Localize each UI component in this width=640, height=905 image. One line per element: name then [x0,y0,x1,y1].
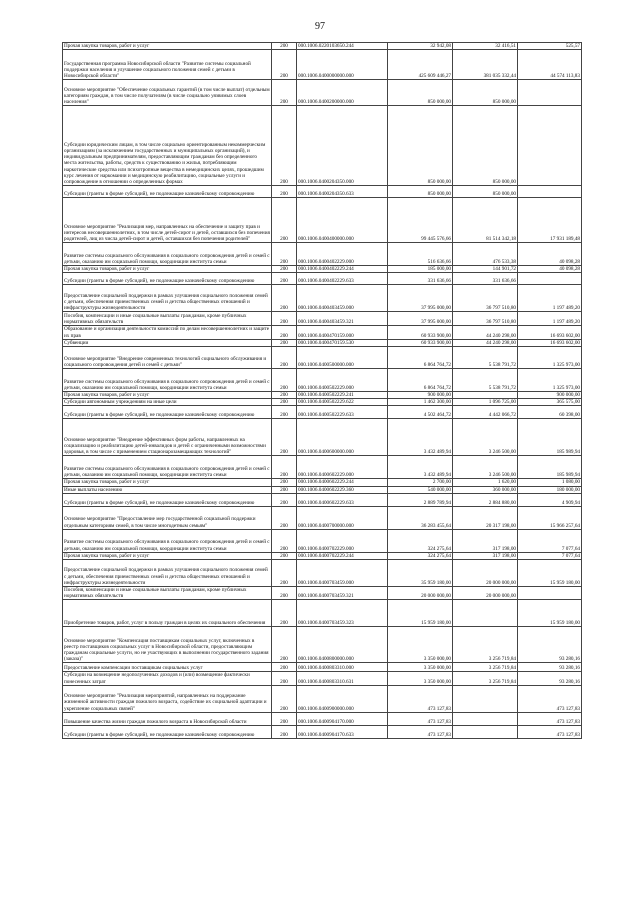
row-executed-cell: 360 000,00 [453,486,518,493]
table-row [63,266,582,273]
row-name-cell: Субвенции [63,339,272,346]
table-row [63,339,582,346]
row-name-cell: Приобретение товаров, работ, услуг в пользу граждан в целях их социального обеспечения [63,600,272,627]
row-assigned-cell: 900 000,00 [388,392,453,399]
row-assigned-cell: 425 609 446,27 [388,50,453,80]
row-assigned-cell: 540 000,00 [388,486,453,493]
row-kbk-cell: 000.1006.0400502229.622 [297,399,388,406]
table-row [63,663,582,672]
row-kbk-cell: 000.1006.0400204350.000 [297,106,388,186]
row-kbk-cell: 000.1006.0400702229.000 [297,529,388,552]
row-name-cell: Основное мероприятие "Реализация мер, направленных на обеспечение и защиту прав и интересов несовершеннолетних, в том числе детей-сирот и детей, оставшихся без попечения родителей, лиц из числа детей-сирот и детей, оставшихся без попечения родителей" [63,198,272,243]
table-row [63,392,582,399]
row-code-cell: 200 [272,712,297,725]
row-executed-cell: 381 035 332,44 [453,50,518,80]
row-executed-cell: 476 533,38 [453,243,518,266]
row-executed-cell: 81 514 342,18 [453,198,518,243]
row-code-cell: 200 [272,419,297,456]
row-unexecuted-cell: 1 325 973,00 [518,347,582,369]
row-code-cell: 200 [272,43,297,50]
row-code-cell: 200 [272,339,297,346]
row-kbk-cell: 000.1006.0400600000.000 [297,419,388,456]
row-kbk-cell: 000.1006.0400403459.000 [297,285,388,312]
row-name-cell: Предоставление компенсации поставщикам социальных услуг [63,663,272,672]
table-row [63,243,582,266]
row-executed-cell: 331 636,66 [453,273,518,285]
row-name-cell: Образование и организация деятельности комиссий по делам несовершеннолетних и защите их прав [63,326,272,339]
row-name-cell: Субсидии (гранты в форме субсидий), не подлежащие казначейскому сопровождению [63,406,272,419]
row-name-cell: Развитие системы социального обслуживания в социального сопровождения детей и семей с детьми, оказанию им социальной помощи, координации института семьи [63,369,272,392]
row-unexecuted-cell: 15 959 180,00 [518,600,582,627]
row-kbk-cell: 000.1006.0400200000.000 [297,80,388,106]
row-assigned-cell: 473 127,83 [388,712,453,725]
row-assigned-cell: 20 000 000,00 [388,587,453,600]
table-row [63,529,582,552]
row-unexecuted-cell: 180 000,00 [518,486,582,493]
table-row [63,106,582,186]
row-executed-cell: 5 538 791,72 [453,347,518,369]
row-executed-cell: 3 256 719,84 [453,627,518,663]
table-row [63,672,582,685]
row-executed-cell: 144 901,72 [453,266,518,273]
row-kbk-cell: 000.1006.0400803310.631 [297,672,388,685]
table-row [63,560,582,587]
table-row [63,486,582,493]
row-executed-cell: 2 884 880,00 [453,493,518,506]
row-executed-cell [453,685,518,712]
row-executed-cell: 20 000 000,00 [453,560,518,587]
row-assigned-cell: 2 889 789,94 [388,493,453,506]
table-row [63,406,582,419]
row-unexecuted-cell: 1 197 489,20 [518,312,582,326]
table-row [63,369,582,392]
row-unexecuted-cell: 93 280,16 [518,627,582,663]
row-code-cell: 200 [272,186,297,198]
row-name-cell: Основное мероприятие "Обеспечение социальных гарантий (в том числе выплат) отдельным категориям граждан, в том числе получателям (в числе социально уязвимых слоев населения" [63,80,272,106]
row-kbk-cell: 000.1006.0400900000.000 [297,685,388,712]
table-row [63,273,582,285]
row-unexecuted-cell: 44 574 113,83 [518,50,582,80]
row-executed-cell [453,600,518,627]
row-assigned-cell: 15 959 180,00 [388,600,453,627]
row-executed-cell: 850 000,00 [453,106,518,186]
row-code-cell: 200 [272,685,297,712]
row-unexecuted-cell: 16 693 602,00 [518,326,582,339]
row-kbk-cell: 000.1006.0400904170.633 [297,725,388,738]
row-kbk-cell: 000.1006.0400703459.323 [297,600,388,627]
row-code-cell: 200 [272,326,297,339]
row-kbk-cell: 000.1006.0400402229.244 [297,266,388,273]
row-kbk-cell: 000.1006.0400803310.000 [297,663,388,672]
row-code-cell: 200 [272,266,297,273]
row-kbk-cell: 000.1006.0400702229.244 [297,552,388,559]
row-assigned-cell: 324 275,64 [388,529,453,552]
row-code-cell: 200 [272,198,297,243]
row-executed-cell: 3 256 719,84 [453,672,518,685]
row-name-cell: Основное мероприятие "Компенсация поставщикам социальных услуг, включенных в реестр поставщиков социальных услуг в Новосибирской области, предоставляющим гражданам социальные услуги, но не участвующих в выполнении государственного задания (заказа)" [63,627,272,663]
row-executed-cell: 317 198,00 [453,552,518,559]
row-code-cell: 200 [272,399,297,406]
table-row [63,43,582,50]
row-executed-cell: 1 620,00 [453,479,518,486]
row-executed-cell [453,725,518,738]
row-kbk-cell: 000.1006.0400000000.000 [297,50,388,80]
row-unexecuted-cell [518,80,582,106]
table-row [63,312,582,326]
row-unexecuted-cell: 473 127,83 [518,712,582,725]
row-name-cell: Развитие системы социального обслуживания в социального сопровождения детей и семей с детьми, оказанию им социальной помощи, координации института семьи [63,456,272,479]
table-row [63,399,582,406]
row-name-cell: Прочая закупка товаров, работ и услуг [63,479,272,486]
row-executed-cell [453,712,518,725]
row-unexecuted-cell: 365 575,00 [518,399,582,406]
row-code-cell: 200 [272,369,297,392]
row-kbk-cell: 000.1006.0400402229.633 [297,273,388,285]
row-assigned-cell: 60 933 900,00 [388,326,453,339]
row-code-cell: 200 [272,80,297,106]
row-assigned-cell: 3 350 000,00 [388,663,453,672]
row-code-cell: 200 [272,456,297,479]
row-executed-cell: 3 256 719,84 [453,663,518,672]
row-unexecuted-cell: 900 000,00 [518,392,582,399]
table-row [63,50,582,80]
row-assigned-cell: 3 350 000,00 [388,627,453,663]
table-row [63,347,582,369]
row-executed-cell: 36 797 510,80 [453,312,518,326]
row-executed-cell: 3 246 500,00 [453,419,518,456]
table-row [63,685,582,712]
table-row [63,600,582,627]
row-kbk-cell: 000.1006.0400602229.000 [297,456,388,479]
row-code-cell: 200 [272,552,297,559]
row-unexecuted-cell: 1 325 973,00 [518,369,582,392]
row-assigned-cell: 99 445 576,66 [388,198,453,243]
row-code-cell: 200 [272,347,297,369]
row-kbk-cell: 000.1006.0400470159.000 [297,326,388,339]
row-assigned-cell: 850 000,00 [388,106,453,186]
table-row [63,712,582,725]
row-executed-cell: 4 442 066,72 [453,406,518,419]
row-name-cell: Развитие системы социального обслуживания в социального сопровождения детей и семей с детьми, оказанию им социальной помощи, координации института семьи [63,243,272,266]
row-code-cell: 200 [272,243,297,266]
row-code-cell: 200 [272,479,297,486]
row-kbk-cell: 000.1006.0400502229.241 [297,392,388,399]
row-code-cell: 200 [272,672,297,685]
row-executed-cell: 850 000,00 [453,80,518,106]
row-name-cell: Субсидии юридическим лицам, в том числе социально ориентированным некоммерческим организациям (за исключением государственных и муниципальных организаций), и индивидуальным предпринимателям, предоставляющим гражданам без определенного места жительства, работы, средств к существованию и жилья, потребляющим наркотические средства или психотропные вещества в немедицинских целях, прошедшим курс лечения от наркомании и медицинскую реабилитацию, социальные услуги и сопровождение в отношении о определенных формах [63,106,272,186]
row-name-cell: Пособия, компенсации и иные социальные выплаты гражданам, кроме публичных нормативных обязательств [63,312,272,326]
row-code-cell: 200 [272,506,297,529]
row-executed-cell: 5 538 791,72 [453,369,518,392]
row-code-cell: 200 [272,106,297,186]
table-row [63,198,582,243]
row-assigned-cell: 1 462 300,00 [388,399,453,406]
row-assigned-cell: 516 636,66 [388,243,453,266]
row-name-cell: Иные выплаты населению [63,486,272,493]
row-code-cell: 200 [272,663,297,672]
row-unexecuted-cell: 525,57 [518,43,582,50]
row-executed-cell: 317 198,00 [453,529,518,552]
row-kbk-cell: 000.1006.0400602229.360 [297,486,388,493]
row-kbk-cell: 000.1006.0400703459.321 [297,587,388,600]
row-name-cell: Повышение качества жизни граждан пожилого возраста в Новосибирской области [63,712,272,725]
table-row [63,285,582,312]
row-unexecuted-cell: 473 127,83 [518,725,582,738]
row-name-cell: Пособия, компенсации и иные социальные выплаты гражданам, кроме публичных нормативных обязательств [63,587,272,600]
row-name-cell: Основное мероприятие "Предоставление мер государственной социальной поддержки отдельным категориям семей, в том числе многодетным семьям" [63,506,272,529]
table-row [63,186,582,198]
row-unexecuted-cell: 7 077,64 [518,552,582,559]
row-code-cell: 200 [272,560,297,587]
row-code-cell: 200 [272,493,297,506]
row-unexecuted-cell [518,186,582,198]
row-code-cell: 200 [272,406,297,419]
table-row [63,326,582,339]
row-executed-cell: 32 416,51 [453,43,518,50]
row-kbk-cell: 000.1006.0400800000.000 [297,627,388,663]
row-kbk-cell: 000.1006.0400602229.633 [297,493,388,506]
row-code-cell: 200 [272,312,297,326]
row-assigned-cell: 35 959 180,00 [388,560,453,587]
row-assigned-cell: 36 283 455,64 [388,506,453,529]
row-assigned-cell: 37 995 000,00 [388,312,453,326]
row-name-cell: Государственная программа Новосибирской области "Развитие системы социальной поддержки населения и улучшение социального положения семей с детьми в Новосибирской области" [63,50,272,80]
table-row [63,479,582,486]
row-assigned-cell: 473 127,83 [388,725,453,738]
row-unexecuted-cell: 17 931 189,48 [518,198,582,243]
row-assigned-cell: 37 995 000,00 [388,285,453,312]
row-name-cell: Субсидии (гранты в форме субсидий), не подлежащие казначейскому сопровождению [63,186,272,198]
row-executed-cell [453,392,518,399]
page-number: 97 [315,21,325,32]
row-name-cell: Предоставление социальной поддержки в рамках улучшения социального положения семей с детьми, обеспечения приемственных семей и детства общественных отношений и инфраструктуры жизнедеятельности [63,285,272,312]
table-row [63,552,582,559]
row-code-cell: 200 [272,392,297,399]
row-executed-cell: 1 096 725,00 [453,399,518,406]
table-body [63,43,582,739]
row-assigned-cell: 185 000,00 [388,266,453,273]
row-kbk-cell: 000.1006.0400703459.000 [297,560,388,587]
row-assigned-cell: 3 350 000,00 [388,672,453,685]
row-name-cell: Основное мероприятие "Реализация мероприятий, направленных на поддержание жизненной активности граждан пожилого возраста, содействие их социальной адаптации и укрепление социальных связей" [63,685,272,712]
row-code-cell: 200 [272,587,297,600]
row-name-cell: Прочая закупка товаров, работ и услуг [63,266,272,273]
row-unexecuted-cell [518,587,582,600]
row-name-cell: Прочая закупка товаров, работ и услуг [63,552,272,559]
row-unexecuted-cell: 15 959 180,00 [518,560,582,587]
row-code-cell: 200 [272,285,297,312]
row-name-cell: Субсидии на возмещение недополученных доходов и (или) возмещение фактически понесенных затрат [63,672,272,685]
row-kbk-cell: 000.1006.0400400000.000 [297,198,388,243]
row-assigned-cell: 32 942,08 [388,43,453,50]
row-unexecuted-cell: 60 398,00 [518,406,582,419]
row-kbk-cell: 000.1006.0400700000.000 [297,506,388,529]
table-row [63,493,582,506]
row-assigned-cell: 850 000,00 [388,80,453,106]
row-unexecuted-cell: 40 098,28 [518,243,582,266]
row-name-cell: Субсидии (гранты в форме субсидий), не подлежащие казначейскому сопровождению [63,273,272,285]
row-executed-cell: 850 000,00 [453,186,518,198]
table-row [63,80,582,106]
row-code-cell: 200 [272,529,297,552]
row-assigned-cell: 473 127,83 [388,685,453,712]
row-code-cell: 200 [272,486,297,493]
row-code-cell: 200 [272,600,297,627]
row-code-cell: 200 [272,50,297,80]
row-kbk-cell: 000.1006.0400602229.244 [297,479,388,486]
row-assigned-cell: 6 864 764,72 [388,369,453,392]
table-row [63,725,582,738]
row-assigned-cell: 3 432 489,94 [388,456,453,479]
row-name-cell: Прочая закупка товаров, работ и услуг [63,392,272,399]
table-row [63,587,582,600]
row-name-cell: Прочая закупка товаров, работ и услуг [63,43,272,50]
row-kbk-cell: 000.1006.0400403459.321 [297,312,388,326]
row-unexecuted-cell: 1 197 489,20 [518,285,582,312]
row-unexecuted-cell [518,273,582,285]
row-kbk-cell: 000.1006.0400904170.000 [297,712,388,725]
row-code-cell: 200 [272,627,297,663]
row-unexecuted-cell: 16 693 602,00 [518,339,582,346]
row-kbk-cell: 000.1006.0400470159.530 [297,339,388,346]
row-assigned-cell: 331 636,66 [388,273,453,285]
row-assigned-cell: 324 275,64 [388,552,453,559]
row-kbk-cell: 000.1006.0400502229.633 [297,406,388,419]
row-unexecuted-cell: 1 080,00 [518,479,582,486]
row-name-cell: Субсидии (гранты в форме субсидий), не подлежащие казначейскому сопровождению [63,493,272,506]
row-executed-cell: 36 797 510,80 [453,285,518,312]
row-name-cell: Субсидии (гранты в форме субсидий), не подлежащие казначейскому сопровождению [63,725,272,738]
row-name-cell: Предоставление социальной поддержки в рамках улучшения социального положения семей с детьми, обеспечения приемственных семей и детства общественных отношений и инфраструктуры жизнедеятельности [63,560,272,587]
row-name-cell: Основное мероприятие "Внедрение эффективных форм работы, направленных на социализацию и реабилитацию детей-инвалидов и детей с ограниченными возможностями здоровья, в том числе с применением стационарозамещающих технологий" [63,419,272,456]
row-unexecuted-cell: 185 989,94 [518,456,582,479]
row-executed-cell: 44 240 298,00 [453,326,518,339]
row-assigned-cell: 850 000,00 [388,186,453,198]
row-assigned-cell: 60 933 900,00 [388,339,453,346]
row-kbk-cell: 000.1006.0400500000.000 [297,347,388,369]
row-code-cell: 200 [272,725,297,738]
row-unexecuted-cell: 4 909,94 [518,493,582,506]
row-unexecuted-cell: 93 280,16 [518,663,582,672]
row-assigned-cell: 4 502 464,72 [388,406,453,419]
row-executed-cell: 20 000 000,00 [453,587,518,600]
row-kbk-cell: 000.1006.0400402229.000 [297,243,388,266]
table-row [63,456,582,479]
row-assigned-cell: 3 432 489,94 [388,419,453,456]
row-executed-cell: 20 317 198,00 [453,506,518,529]
row-executed-cell: 44 240 298,00 [453,339,518,346]
row-code-cell: 200 [272,273,297,285]
row-unexecuted-cell: 93 280,16 [518,672,582,685]
row-kbk-cell: 000.1006.0220103650.244 [297,43,388,50]
row-kbk-cell: 000.1006.0400204350.633 [297,186,388,198]
row-unexecuted-cell: 185 989,94 [518,419,582,456]
budget-execution-table [62,42,582,739]
row-name-cell: Субсидии автономным учреждениям на иные цели [63,399,272,406]
row-executed-cell: 3 246 500,00 [453,456,518,479]
row-name-cell: Развитие системы социального обслуживания в социального сопровождения детей и семей с детьми, оказанию им социальной помощи, координации института семьи [63,529,272,552]
row-assigned-cell: 2 700,00 [388,479,453,486]
table-row [63,506,582,529]
row-unexecuted-cell: 15 966 257,64 [518,506,582,529]
row-unexecuted-cell [518,106,582,186]
row-kbk-cell: 000.1006.0400502229.000 [297,369,388,392]
table-row [63,627,582,663]
table-row [63,419,582,456]
row-unexecuted-cell: 40 098,28 [518,266,582,273]
row-name-cell: Основное мероприятие "Внедрение современных технологий социального обслуживания и социального сопровождения детей и семей с детьми" [63,347,272,369]
row-unexecuted-cell: 7 077,64 [518,529,582,552]
row-assigned-cell: 6 864 764,72 [388,347,453,369]
row-unexecuted-cell: 473 127,83 [518,685,582,712]
